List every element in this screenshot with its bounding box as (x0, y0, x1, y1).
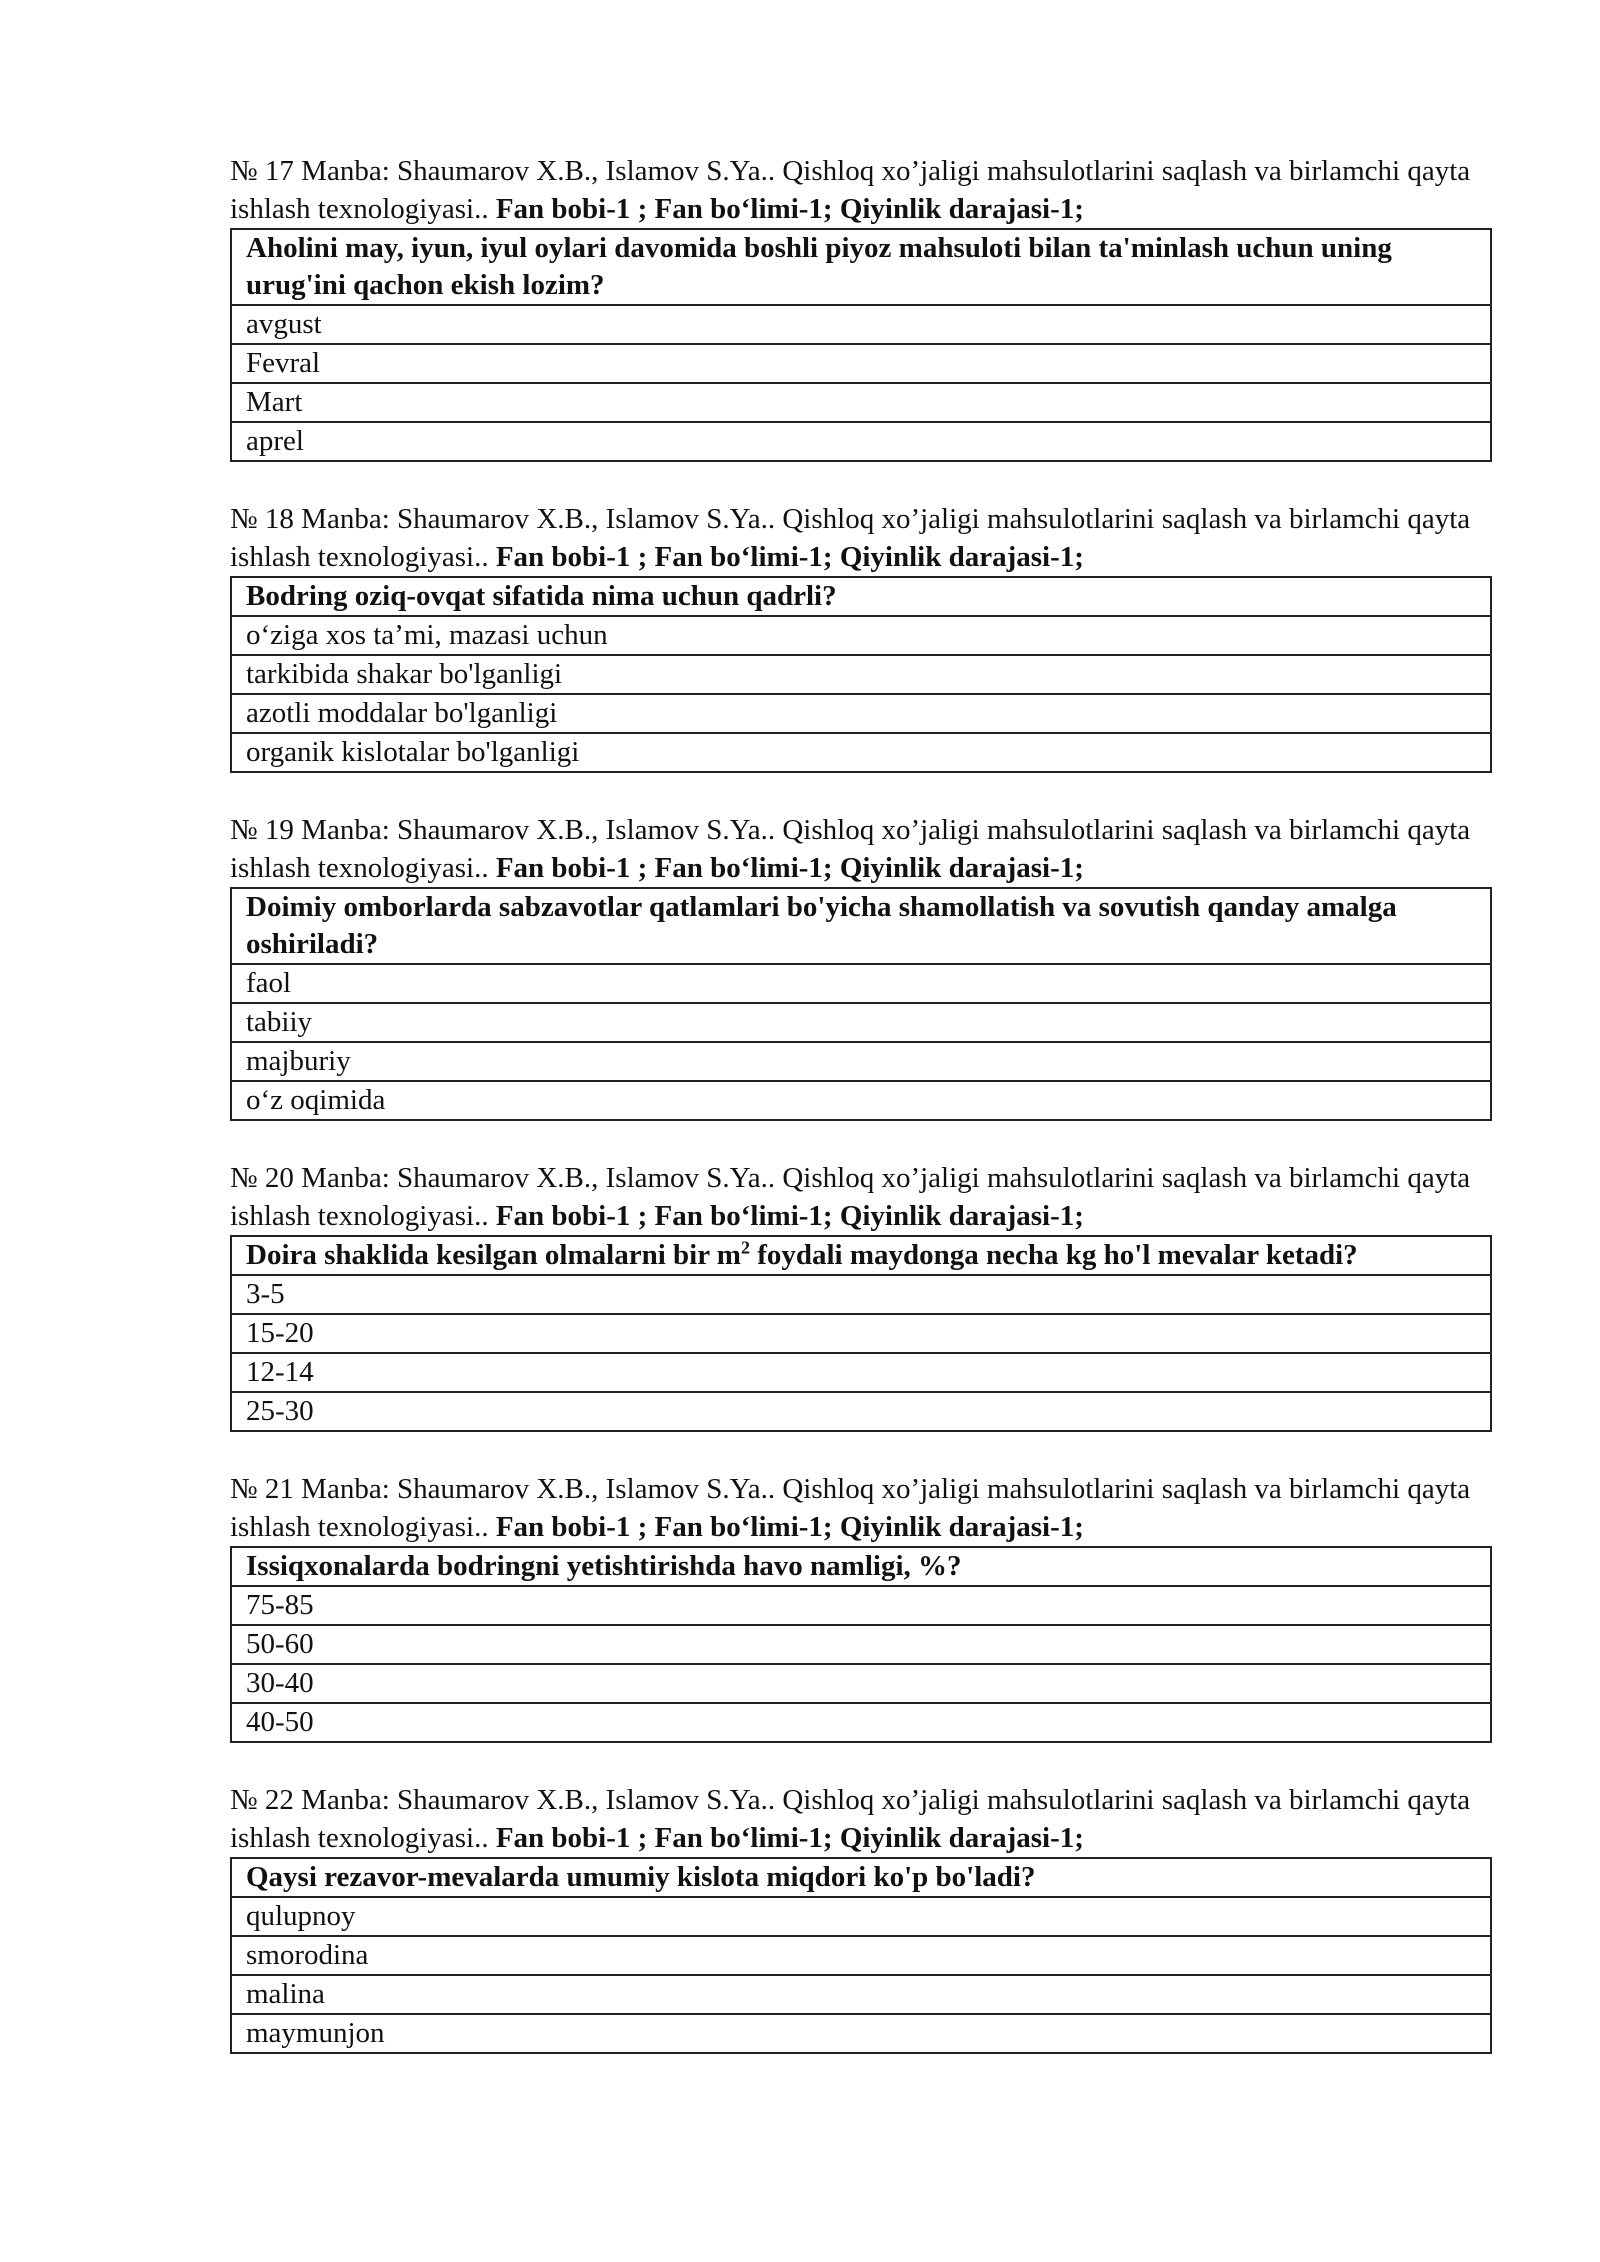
option-cell: azotli moddalar bo'lganligi (231, 694, 1491, 733)
document-page (230, 152, 1490, 2092)
question-block-19 (230, 811, 1490, 1121)
option-cell: 3-5 (231, 1275, 1491, 1314)
meta-text: Fan bobi-1 ; Fan bo‘limi-1; Qiyinlik darajasi-1; (495, 1511, 1084, 1543)
option-cell: 25-30 (231, 1392, 1491, 1431)
question-text: Issiqxonalarda bodringni yetishtirishda havo namligi, %? (231, 1547, 1491, 1586)
option-cell: majburiy (231, 1042, 1491, 1081)
option-cell: o‘z oqimida (231, 1081, 1491, 1120)
question-table (230, 1546, 1492, 1743)
option-cell: o‘ziga xos ta’mi, mazasi uchun (231, 616, 1491, 655)
option-cell: 12-14 (231, 1353, 1491, 1392)
meta-text: Fan bobi-1 ; Fan bo‘limi-1; Qiyinlik darajasi-1; (495, 193, 1084, 225)
option-cell: qulupnoy (231, 1897, 1491, 1936)
question-table (230, 228, 1492, 462)
option-cell: 50-60 (231, 1625, 1491, 1664)
option-cell: Mart (231, 383, 1491, 422)
question-number: № 22 (230, 1784, 294, 1816)
source-text: Manba: Shaumarov X.B., Islamov S.Ya.. Qishloq xo’jaligi mahsulotlarini saqlash va birlamchi qayta ishlash texnologiyasi.. (230, 814, 1471, 884)
option-cell: tabiiy (231, 1003, 1491, 1042)
option-cell: 40-50 (231, 1703, 1491, 1742)
source-line (230, 1159, 1490, 1235)
question-table (230, 1235, 1492, 1432)
option-cell: 30-40 (231, 1664, 1491, 1703)
question-number: № 21 (230, 1473, 294, 1505)
meta-text: Fan bobi-1 ; Fan bo‘limi-1; Qiyinlik darajasi-1; (495, 541, 1084, 573)
option-cell: smorodina (231, 1936, 1491, 1975)
question-table (230, 1857, 1492, 2054)
question-text: Aholini may, iyun, iyul oylari davomida boshli piyoz mahsuloti bilan ta'minlash uchun uning urug'ini qachon ekish lozim? (231, 229, 1491, 305)
source-text: Manba: Shaumarov X.B., Islamov S.Ya.. Qishloq xo’jaligi mahsulotlarini saqlash va birlamchi qayta ishlash texnologiyasi.. (230, 155, 1471, 225)
source-text: Manba: Shaumarov X.B., Islamov S.Ya.. Qishloq xo’jaligi mahsulotlarini saqlash va birlamchi qayta ishlash texnologiyasi.. (230, 503, 1471, 573)
option-cell: 15-20 (231, 1314, 1491, 1353)
question-block-20 (230, 1159, 1490, 1432)
question-table (230, 887, 1492, 1121)
meta-text: Fan bobi-1 ; Fan bo‘limi-1; Qiyinlik darajasi-1; (495, 1200, 1084, 1232)
option-cell: Fevral (231, 344, 1491, 383)
option-cell: faol (231, 964, 1491, 1003)
option-cell: 75-85 (231, 1586, 1491, 1625)
meta-text: Fan bobi-1 ; Fan bo‘limi-1; Qiyinlik darajasi-1; (495, 852, 1084, 884)
source-line (230, 1781, 1490, 1857)
source-line (230, 811, 1490, 887)
question-text-part: Doira shaklida kesilgan olmalarni bir m (246, 1239, 741, 1271)
question-text: Qaysi rezavor-mevalarda umumiy kislota miqdori ko'p bo'ladi? (231, 1858, 1491, 1897)
source-text: Manba: Shaumarov X.B., Islamov S.Ya.. Qishloq xo’jaligi mahsulotlarini saqlash va birlamchi qayta ishlash texnologiyasi.. (230, 1162, 1471, 1232)
option-cell: malina (231, 1975, 1491, 2014)
question-block-17 (230, 152, 1490, 462)
meta-text: Fan bobi-1 ; Fan bo‘limi-1; Qiyinlik darajasi-1; (495, 1822, 1084, 1854)
question-block-22 (230, 1781, 1490, 2054)
question-text: Bodring oziq-ovqat sifatida nima uchun qadrli? (231, 577, 1491, 616)
source-text: Manba: Shaumarov X.B., Islamov S.Ya.. Qishloq xo’jaligi mahsulotlarini saqlash va birlamchi qayta ishlash texnologiyasi.. (230, 1473, 1471, 1543)
superscript: 2 (740, 1237, 750, 1258)
source-line (230, 1470, 1490, 1546)
option-cell: aprel (231, 422, 1491, 461)
source-line (230, 152, 1490, 228)
option-cell: tarkibida shakar bo'lganligi (231, 655, 1491, 694)
question-number: № 17 (230, 155, 294, 187)
question-table (230, 576, 1492, 773)
question-block-21 (230, 1470, 1490, 1743)
question-number: № 20 (230, 1162, 294, 1194)
option-cell: avgust (231, 305, 1491, 344)
question-text-part: foydali maydonga necha kg ho'l mevalar ketadi? (749, 1239, 1358, 1271)
option-cell: maymunjon (231, 2014, 1491, 2053)
question-text: Doimiy omborlarda sabzavotlar qatlamlari bo'yicha shamollatish va sovutish qanday amalga oshiriladi? (231, 888, 1491, 964)
source-line (230, 500, 1490, 576)
question-number: № 18 (230, 503, 294, 535)
source-text: Manba: Shaumarov X.B., Islamov S.Ya.. Qishloq xo’jaligi mahsulotlarini saqlash va birlamchi qayta ishlash texnologiyasi.. (230, 1784, 1471, 1854)
option-cell: organik kislotalar bo'lganligi (231, 733, 1491, 772)
question-block-18 (230, 500, 1490, 773)
question-text (231, 1236, 1491, 1275)
question-number: № 19 (230, 814, 294, 846)
